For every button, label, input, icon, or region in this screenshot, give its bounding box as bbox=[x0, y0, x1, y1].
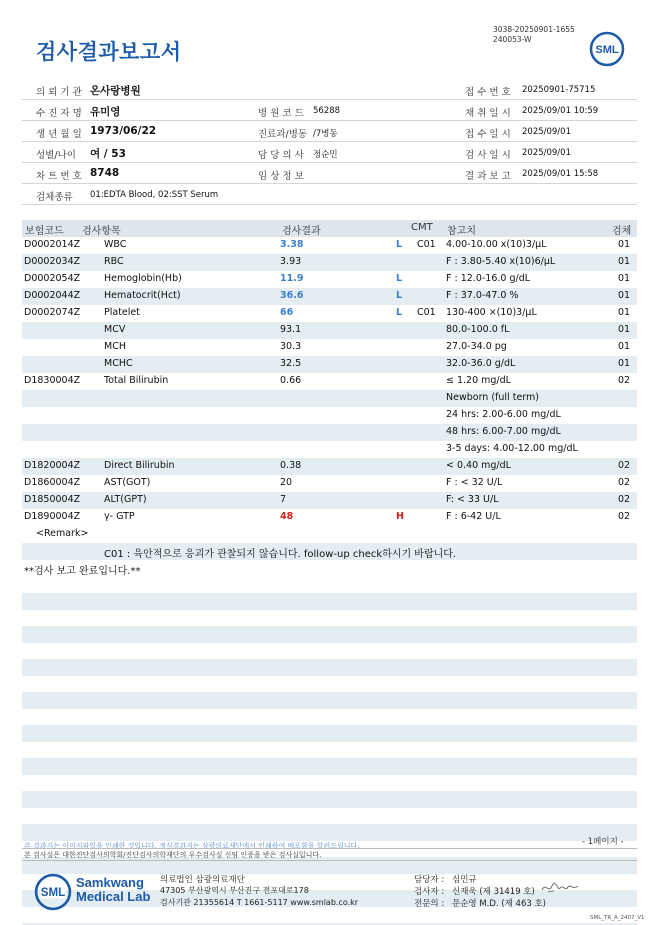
cell-code: D0002014Z bbox=[24, 239, 81, 250]
remark-label: <Remark> bbox=[36, 528, 89, 539]
cell-code: D0002074Z bbox=[24, 307, 81, 318]
cell-result: 11.9 bbox=[280, 273, 304, 284]
cell-item: RBC bbox=[104, 256, 124, 267]
cell-reference: ≤ 1.20 mg/dL bbox=[446, 375, 511, 386]
institution-value: 온사랑병원 bbox=[90, 85, 141, 97]
collected-value: 2025/09/01 10:59 bbox=[522, 106, 599, 116]
col-header-cmt: CMT bbox=[411, 222, 433, 233]
dob-label: 생 년 월 일 bbox=[36, 129, 82, 140]
report-title: 검사결과보고서 bbox=[36, 40, 182, 64]
remark-text-row bbox=[22, 543, 637, 560]
cell-item: Direct Bilirubin bbox=[104, 460, 175, 471]
table-row bbox=[22, 407, 637, 424]
collected-label: 채 취 일 시 bbox=[465, 108, 511, 119]
report-complete-row bbox=[22, 560, 637, 577]
receipt-no-value: 20250901-75715 bbox=[522, 85, 596, 95]
cell-result: 7 bbox=[280, 494, 287, 505]
doctor-label: 담 당 의 사 bbox=[258, 150, 304, 161]
cell-result: 3.93 bbox=[280, 256, 302, 267]
cell-cmt: C01 bbox=[417, 239, 436, 250]
footer-divider bbox=[22, 848, 637, 849]
cell-reference: Newborn (full term) bbox=[446, 392, 539, 403]
disclaimer-image: 본 결과지는 이미지파일을 인쇄한 것입니다. 정식결과지는 삼광의료재단에서 인쇄하여 배포함을 알려드립니다. bbox=[24, 842, 360, 850]
received-value: 2025/09/01 bbox=[522, 127, 571, 137]
table-row bbox=[22, 305, 637, 322]
table-row bbox=[22, 390, 637, 407]
cell-flag: L bbox=[396, 239, 403, 250]
col-header-item: 검사항목 bbox=[82, 226, 121, 237]
cell-result: 0.66 bbox=[280, 375, 302, 386]
table-row bbox=[22, 339, 637, 356]
dept-value: /7병동 bbox=[313, 129, 338, 139]
samkwang-logo bbox=[34, 873, 151, 913]
info-row-4 bbox=[22, 142, 637, 163]
info-row-5 bbox=[22, 163, 637, 184]
cell-reference: F : 12.0-16.0 g/dL bbox=[446, 273, 531, 284]
reported-value: 2025/09/01 15:58 bbox=[522, 169, 599, 179]
clinical-label: 임 상 정 보 bbox=[258, 171, 304, 182]
cell-specimen: 01 bbox=[618, 358, 631, 369]
results-table-header bbox=[22, 220, 637, 237]
received-label: 접 수 일 시 bbox=[465, 129, 511, 140]
cell-flag: L bbox=[396, 307, 403, 318]
cell-result: 93.1 bbox=[280, 324, 302, 335]
cell-reference: F: < 33 U/L bbox=[446, 494, 499, 505]
specialist-label: 전문의 : bbox=[414, 899, 445, 909]
table-row bbox=[22, 271, 637, 288]
table-row bbox=[22, 492, 637, 509]
logo-wordmark bbox=[76, 876, 150, 904]
cell-specimen: 01 bbox=[618, 307, 631, 318]
cell-specimen: 01 bbox=[618, 341, 631, 352]
sex-age-value: 여 / 53 bbox=[90, 148, 126, 160]
cell-code: D1820004Z bbox=[24, 460, 81, 471]
signature-icon bbox=[540, 880, 580, 896]
cell-code: D1850004Z bbox=[24, 494, 81, 505]
receipt-no-label: 접 수 번 호 bbox=[465, 87, 511, 98]
cell-flag: H bbox=[396, 511, 404, 522]
info-row-3 bbox=[22, 121, 637, 142]
dob-value: 1973/06/22 bbox=[90, 125, 157, 137]
cell-result: 66 bbox=[280, 307, 294, 318]
tested-label: 검 사 일 시 bbox=[465, 150, 511, 161]
table-row bbox=[22, 441, 637, 458]
cell-result: 32.5 bbox=[280, 358, 302, 369]
cell-specimen: 01 bbox=[618, 273, 631, 284]
cell-reference: 24 hrs: 2.00-6.00 mg/dL bbox=[446, 409, 561, 420]
doctor-value: 정순민 bbox=[313, 150, 338, 160]
table-row bbox=[22, 322, 637, 339]
cell-item: Total Bilirubin bbox=[104, 375, 169, 386]
cell-item: Platelet bbox=[104, 307, 140, 318]
document-id-line2: 240053-W bbox=[493, 35, 532, 44]
logo-line2: Medical Lab bbox=[76, 889, 151, 904]
cell-result: 48 bbox=[280, 511, 294, 522]
cell-result: 0.38 bbox=[280, 460, 302, 471]
cell-specimen: 02 bbox=[618, 494, 631, 505]
chart-label: 차 트 번 호 bbox=[36, 171, 82, 182]
cell-reference: 48 hrs: 6.00-7.00 mg/dL bbox=[446, 426, 561, 437]
cell-reference: 3-5 days: 4.00-12.00 mg/dL bbox=[446, 443, 578, 454]
reported-label: 결 과 보 고 bbox=[465, 171, 511, 182]
org-name: 의료법인 삼광의료재단 bbox=[160, 875, 245, 885]
col-header-result: 검사결과 bbox=[282, 226, 321, 237]
dept-label: 진료과/병동 bbox=[258, 129, 308, 140]
table-row bbox=[22, 458, 637, 475]
cell-reference: < 0.40 mg/dL bbox=[446, 460, 511, 471]
cell-item: AST(GOT) bbox=[104, 477, 151, 488]
cell-specimen: 02 bbox=[618, 511, 631, 522]
disclaimer-certification: 본 검사실은 대한진단검사의학회/진단검사의학재단의 우수검사실 신임 인증을 받은 검사실입니다. bbox=[24, 851, 322, 859]
cell-specimen: 02 bbox=[618, 460, 631, 471]
cell-result: 30.3 bbox=[280, 341, 302, 352]
table-row bbox=[22, 475, 637, 492]
cell-specimen: 01 bbox=[618, 290, 631, 301]
manager-label: 담당자 : bbox=[414, 875, 445, 885]
patient-value: 유미영 bbox=[90, 106, 121, 118]
cell-reference: 4.00-10.00 x(10)3/μL bbox=[446, 239, 547, 250]
sml-logo-icon bbox=[589, 31, 625, 67]
cell-code: D1890004Z bbox=[24, 511, 81, 522]
tester-label: 검사자 : bbox=[414, 887, 445, 897]
cell-reference: 130-400 ×(10)3/μL bbox=[446, 307, 537, 318]
chart-value: 8748 bbox=[90, 167, 120, 179]
table-row bbox=[22, 254, 637, 271]
cell-flag: L bbox=[396, 273, 403, 284]
tester-value: 신재욱 (제 31419 호) bbox=[452, 887, 535, 897]
cell-specimen: 01 bbox=[618, 256, 631, 267]
empty-stripe bbox=[22, 725, 637, 742]
org-address: 47305 부산광역시 부산진구 전포대로178 bbox=[160, 886, 309, 895]
empty-stripe bbox=[22, 791, 637, 808]
cell-result: 20 bbox=[280, 477, 293, 488]
cell-code: D0002034Z bbox=[24, 256, 81, 267]
info-row-2 bbox=[22, 100, 637, 121]
table-row bbox=[22, 373, 637, 390]
cell-item: Hematocrit(Hct) bbox=[104, 290, 181, 301]
table-row bbox=[22, 424, 637, 441]
cell-item: WBC bbox=[104, 239, 127, 250]
sml-logo-text: SML bbox=[595, 44, 619, 56]
cell-code: D0002054Z bbox=[24, 273, 81, 284]
footer-divider-2 bbox=[22, 860, 637, 861]
patient-label: 수 진 자 명 bbox=[36, 108, 82, 119]
sex-age-label: 성별/나이 bbox=[36, 150, 76, 161]
document-id-line1: 3038-20250901-1655 bbox=[493, 25, 575, 34]
cell-flag: L bbox=[396, 290, 403, 301]
document-version: SML_TR_A_2407_V1 bbox=[590, 915, 645, 921]
cell-reference: F : 3.80-5.40 x(10)6/μL bbox=[446, 256, 556, 267]
table-row bbox=[22, 288, 637, 305]
col-header-reference: 참고치 bbox=[447, 226, 476, 237]
cell-specimen: 02 bbox=[618, 477, 631, 488]
cell-reference: F : 6-42 U/L bbox=[446, 511, 501, 522]
cell-result: 3.38 bbox=[280, 239, 304, 250]
cell-item: MCHC bbox=[104, 358, 133, 369]
tested-value: 2025/09/01 bbox=[522, 148, 571, 158]
logo-line1: Samkwang bbox=[76, 875, 144, 890]
cell-reference: F : < 32 U/L bbox=[446, 477, 503, 488]
empty-stripe bbox=[22, 692, 637, 709]
empty-stripe bbox=[22, 758, 637, 775]
specialist-value: 문순영 M.D. (제 463 호) bbox=[452, 899, 547, 909]
sml-footer-logo-icon bbox=[34, 873, 72, 911]
cell-reference: 32.0-36.0 g/dL bbox=[446, 358, 516, 369]
page-number: - 1페이지 - bbox=[582, 837, 624, 847]
table-row bbox=[22, 356, 637, 373]
cell-item: Hemoglobin(Hb) bbox=[104, 273, 182, 284]
empty-stripe bbox=[22, 824, 637, 841]
cell-reference: F : 37.0-47.0 % bbox=[446, 290, 519, 301]
document-id bbox=[493, 25, 575, 45]
specimen-value: 01:EDTA Blood, 02:SST Serum bbox=[90, 190, 219, 200]
cell-specimen: 01 bbox=[618, 324, 631, 335]
cell-result: 36.6 bbox=[280, 290, 304, 301]
cell-item: γ- GTP bbox=[104, 511, 135, 522]
hospital-code-value: 56288 bbox=[313, 106, 341, 116]
cell-item: MCV bbox=[104, 324, 126, 335]
cell-reference: 80.0-100.0 fL bbox=[446, 324, 510, 335]
cell-cmt: C01 bbox=[417, 307, 436, 318]
report-complete-text: **검사 보고 완료입니다.** bbox=[24, 566, 141, 577]
cell-code: D1830004Z bbox=[24, 375, 81, 386]
hospital-code-label: 병 원 코 드 bbox=[258, 108, 304, 119]
org-contact: 검사기관 21355614 T 1661-5117 www.smlab.co.kr bbox=[160, 898, 359, 907]
cell-specimen: 02 bbox=[618, 375, 631, 386]
cell-code: D1860004Z bbox=[24, 477, 81, 488]
col-header-specimen: 검체 bbox=[612, 226, 632, 237]
manager-value: 심민규 bbox=[452, 875, 477, 885]
info-row-1 bbox=[22, 79, 637, 100]
empty-stripe bbox=[22, 593, 637, 610]
cell-item: ALT(GPT) bbox=[104, 494, 147, 505]
info-row-6 bbox=[22, 184, 637, 205]
empty-stripe bbox=[22, 659, 637, 676]
table-row bbox=[22, 237, 637, 254]
remark-text: C01 : 육안적으로 응괴가 관찰되지 않습니다. follow-up check하시기 바랍니다. bbox=[104, 549, 457, 560]
institution-label: 의 뢰 기 관 bbox=[36, 87, 82, 98]
sml-footer-logo-text: SML bbox=[40, 886, 66, 900]
remark-label-row bbox=[22, 526, 637, 543]
cell-code: D0002044Z bbox=[24, 290, 81, 301]
col-header-code: 보험코드 bbox=[25, 226, 64, 237]
empty-stripe bbox=[22, 626, 637, 643]
cell-reference: 27.0-34.0 pg bbox=[446, 341, 507, 352]
table-row bbox=[22, 509, 637, 526]
specimen-label: 검체종류 bbox=[36, 192, 73, 203]
cell-item: MCH bbox=[104, 341, 126, 352]
cell-specimen: 01 bbox=[618, 239, 631, 250]
